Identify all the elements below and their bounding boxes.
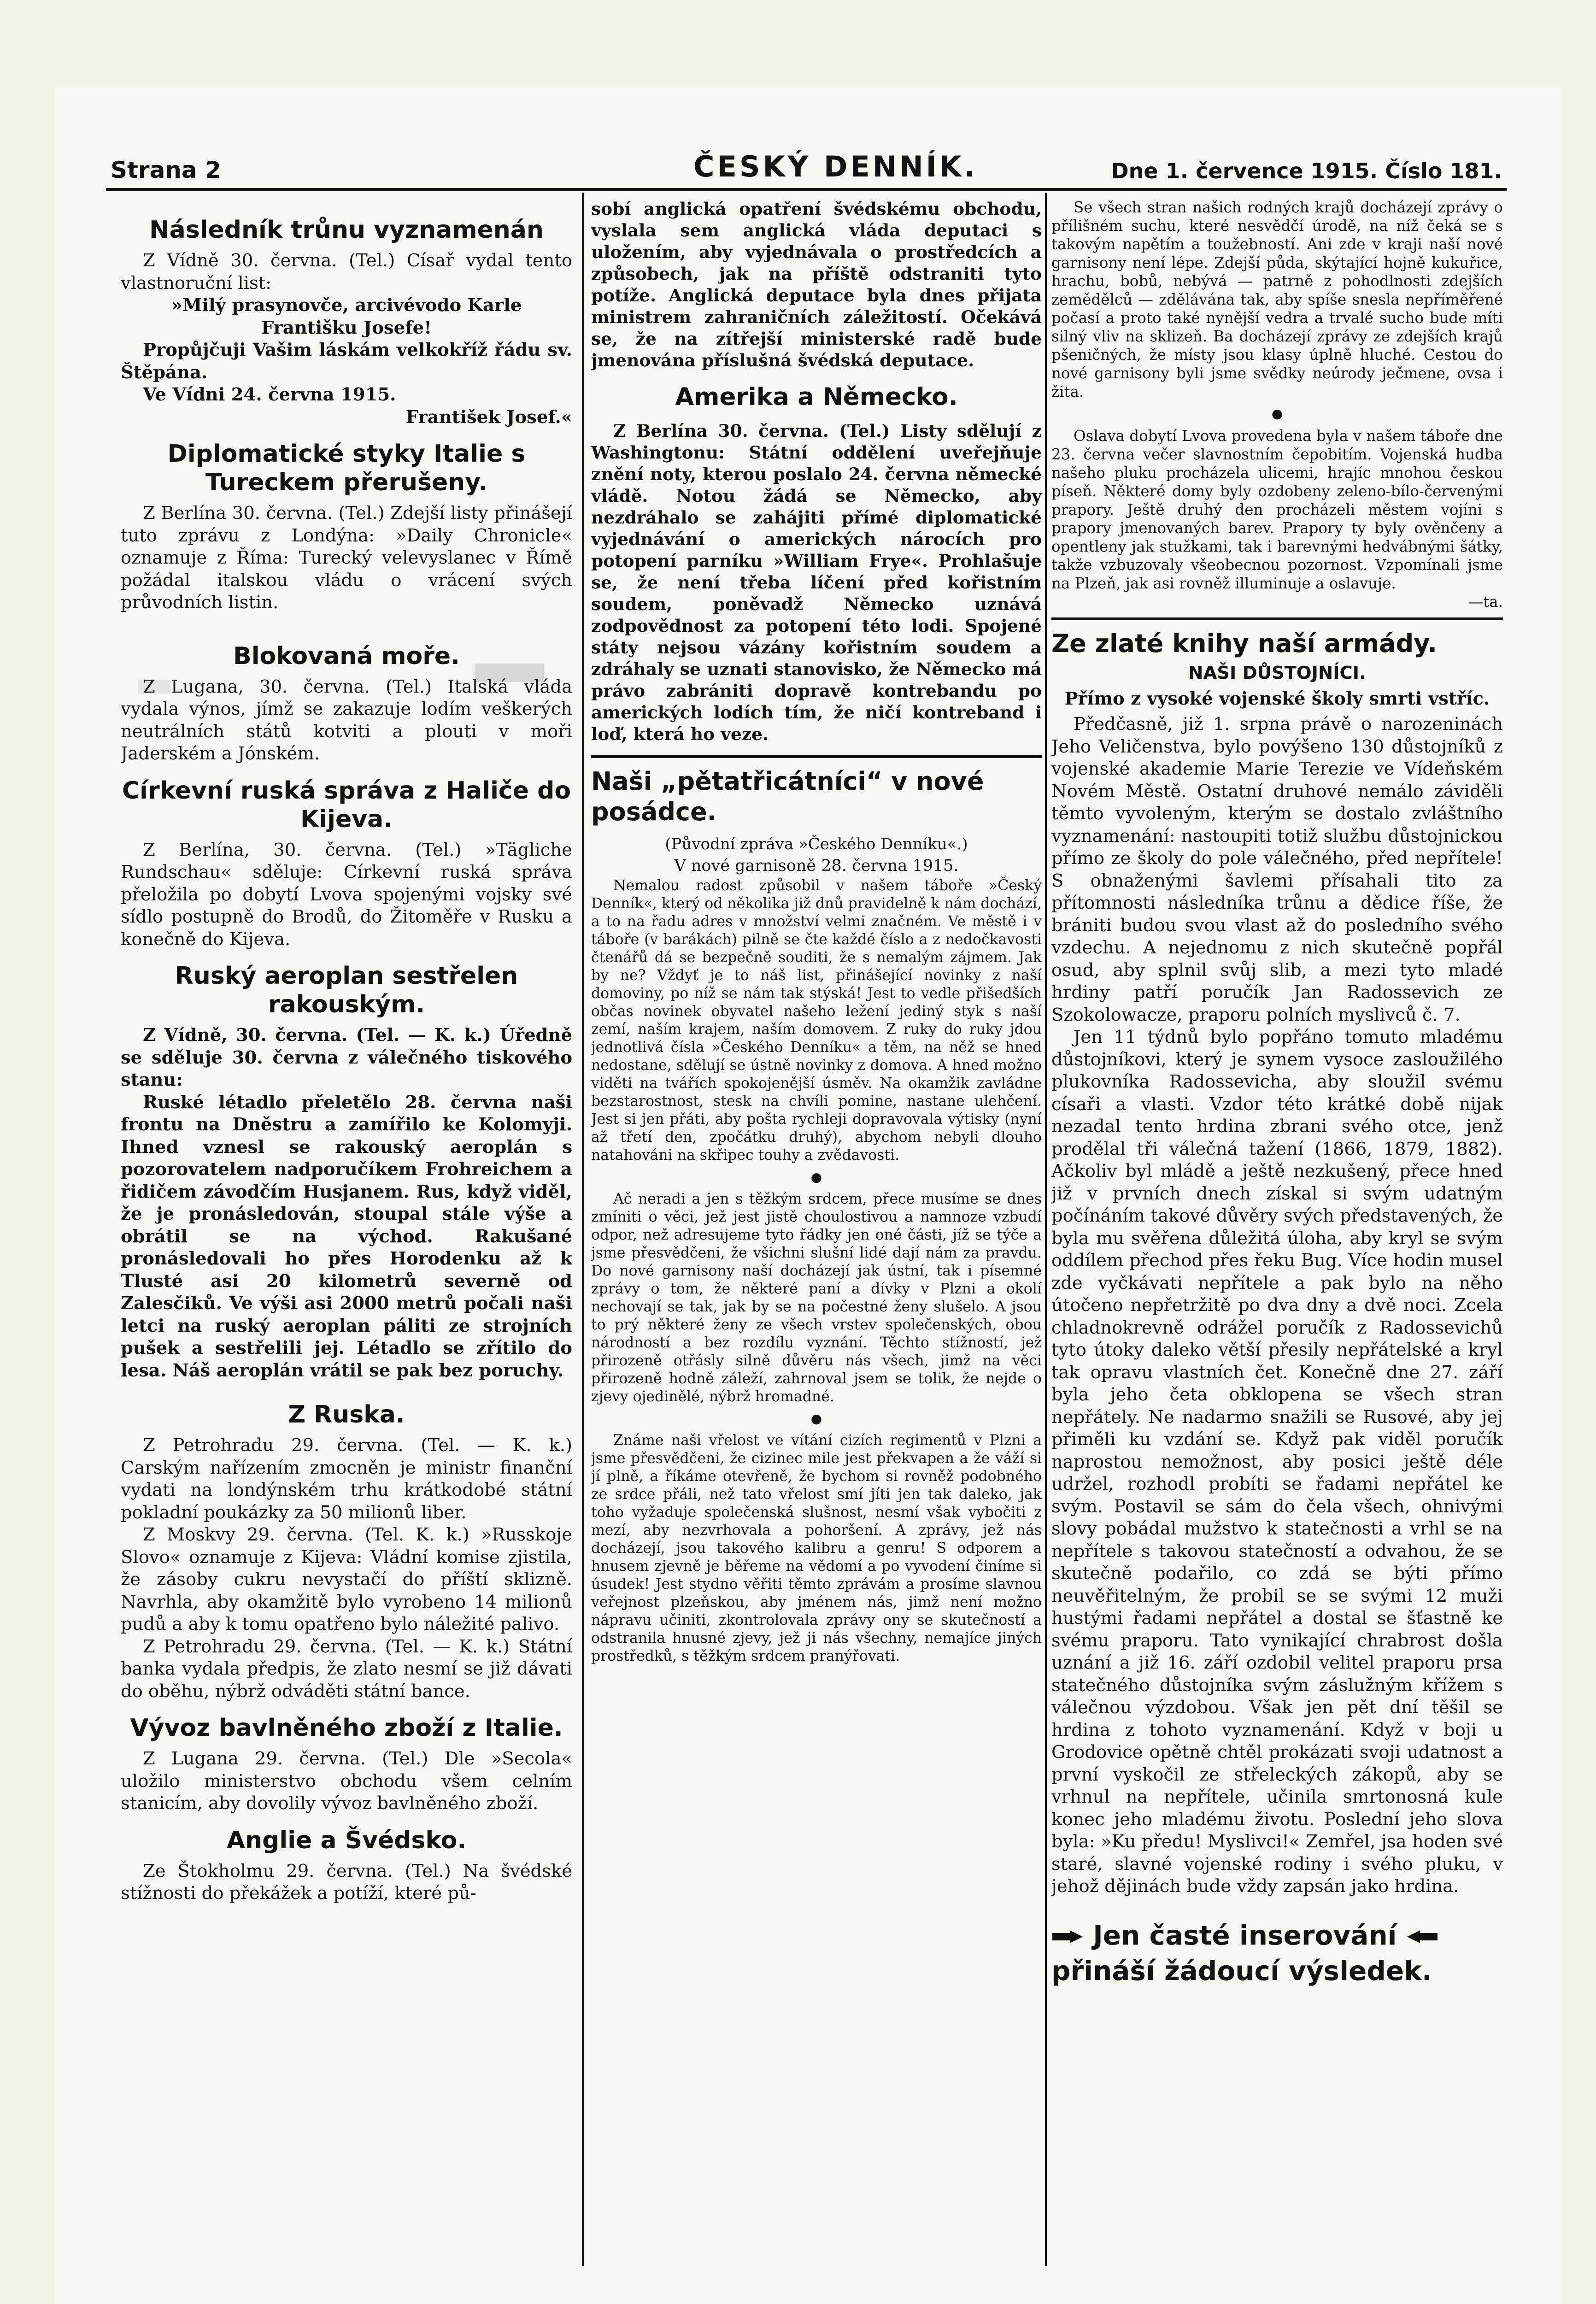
signature: —ta. xyxy=(1468,593,1503,611)
subheadline: NAŠI DŮSTOJNÍCI. xyxy=(1188,663,1366,683)
signature: František Josef.« xyxy=(405,406,572,428)
source-note: (Původní zpráva »Českého Denníku«.) xyxy=(665,835,968,853)
headline: Anglie a Švédsko. xyxy=(226,1826,467,1854)
headline: Ze zlaté knihy naší armády. xyxy=(1051,629,1438,658)
paragraph: sobí anglická opatření švédskému obchodu, vyslala sem anglická vláda deputaci s uložením, aby vyjednávala o prostředcích a způsobech, jak na příště odstraniti tyto potíže. Anglická deputace byla dnes přijata ministrem zahraničních záležitostí. Očekává se, že na zítřejší ministerské radě bude jmenována příslušná švédská deputace. xyxy=(591,199,1042,370)
ad-line: Jen časté inserování xyxy=(1093,1919,1397,1951)
paragraph: Z Lugana 29. června. (Tel.) Dle »Secola« uložilo ministerstvo obchodu všem celním stanicím, aby dovolily vývoz bavlněného zboží. xyxy=(121,1748,572,1814)
headline: Blokovaná moře. xyxy=(233,642,460,670)
paragraph: Jen 11 týdnů bylo popřáno tomuto mladému důstojníkovi, který je synem vysoce zasloužilého plukovníka Radossevicha, aby sloužil svému císaři a vlasti. Vzdor této krátké době nijak nezadal tento hrdina zbrani svého otce, jenž prodělal tři válečná tažení (1866, 1879, 1882). Ačkoliv byl mládě a ještě nezkušený, přece hned již v prvních dnech získal si svým udatným počínáním takové důvěry svých představených, že byla mu svěřena důležitá úloha, aby kryl se svým oddílem přechod přes řeku Bug. Více hodin musel zde vyčkávati nepřítele a pak bylo na něho útočeno nepřetržitě po dva dny a dvě noci. Zcela chladnokrevně odrážel poručík z Radossevichů tyto útoky daleko větší přesily nepřátelské a kryl tak opravu vlastních čet. Konečně dne 27. září byla jeho četa obklopena se všech stran nepřátely. Ne nadarmo snažili se Rusové, aby jej přiměli ku vzdání se. Když pak viděl poručík naprostou nemožnost, aby posici ještě déle udržel, rozhodl probíti se řadami nepřátel ke svým. Postavil se sám do čela všech, ohnivými slovy pobádal mužstvo k statečnosti a vrhl se na nepřítele s takovou statečností a odvahou, že se skutečně podařilo, co zdá se býti přímo neuvěřitelným, že probil se se svými 12 muži hustými řadami nepřátel a dostal se šťastně ke svému praporu. Tato vynikající chrabrost došla uznání a již 16. září ozdobil velitel praporu prsa statečného důstojníka svým záslužným křížem s válečnou výzdobou. Však jen pět dní těšil se hrdina z tohoto vyznamenání. Když v boji u Grodovice opětně chtěl prokázati svoji udatnost a první vyskočil ze střeleckých zákopů, aby se vrhnul na nepřítele, učinila smrtonosná kule konec jeho mladému životu. Poslední jeho slova byla: »Ku předu! Myslivci!« Zemřel, jsa hoden své staré, slavné vojenské rodiny i svého pluku, v jehož dějinách bude vždy zapsán jako hrdina. xyxy=(1051,1027,1503,1897)
headline: Amerika a Německo. xyxy=(675,383,958,411)
paragraph: Oslava dobytí Lvova provedena byla v našem táboře dne 23. června večer slavnostním čepobitím. Vojenská hudba našeho pluku procházela ulicemi, hrajíc mnohou českou píseň. Některé domy byly ozdobeny zeleno-bílo-červenými prapory. Ještě druhý den procházeli městem vojíni s prapory jmenovaných barev. Prapory ty byly ověnčeny a opentleny jak stužkami, tak i barevnými hedvábnými šátky, takže vzbuzovaly všeobecnou pozornost. Vzpomínali jsme na Plzeň, jak asi rovněž illuminuje a oslavuje. xyxy=(1051,427,1503,592)
paragraph: Ač neradi a jen s těžkým srdcem, přece musíme se dnes zmíniti o věci, jež jest jistě choulostivou a namnoze vzbudí odpor, než adresujeme tyto řádky jen oné části, jíž se týče a jsme přesvědčeni, že všichni slušní lidé dají nám za pravdu. Do nové garnisony naší docházejí jak ústní, tak i písemné zprávy o tom, že některé paní a dívky v Plzni a okolí nechovají se tak, jak by se na počestné ženy slušelo. A jsou to prý některé ženy ze všech vrstev společenských, obou národností a bez rozdílu vyznání. Těchto stížností, jež přirozeně otřásly silně důvěru nás všech, jimž na věci přirozeně hodně záleží, zahrnoval jsem se tolik, že nejde o zjevy ojedinělé, nýbrž hromadné. xyxy=(591,1191,1042,1405)
paragraph: Z Petrohradu 29. června. (Tel. — K. k.) Carským nařízením zmocněn je ministr finanční vydati na londýnském trhu krátkodobé státní pokladní poukázky za 50 milionů liber. xyxy=(121,1435,572,1523)
paragraph: Ruské létadlo přeletělo 28. června naši frontu na Dněstru a zamířilo ke Kolomyji. Ihned vznesl se rakouský aeroplán s pozorovatelem nadporučíkem Frohreichem a řidičem závodčím Husjanem. Rus, když viděl, že je pronásledován, stoupal stále výše a obrátil se na východ. Rakušané pronásledovali ho přes Horodenku až k Tlusté asi 20 kilometrů severně od Zalesčiků. Ve výši asi 2000 metrů počali naši letci na ruský aeroplan páliti ze strojních pušek a sestřelili jej. Létadlo se zřítilo do lesa. Náš aeroplán vrátil se pak bez poruchy. xyxy=(121,1092,572,1381)
headline: Diplomatické styky Italie s Tureckem přerušeny. xyxy=(167,440,526,496)
paragraph: Z Lugana, 30. června. (Tel.) Italská vláda vydala výnos, jímž se zakazuje lodím veškerých neutrálních států kotviti a plouti v moři Jaderském a Jónském. xyxy=(121,676,572,764)
section-rule xyxy=(591,755,1042,758)
headline: Naši „pětatřicátníci“ v nové posádce. xyxy=(591,767,984,826)
paragraph: Známe naši vřelost ve vítání cizích regimentů v Plzni a jsme přesvědčeni, že cizinec mile jest překvapen a že váží si jí plně, a říkáme otevřeně, že bychom si rovněž podobného ze srdce přáli, než tato vřelost smí jíti jen tak daleko, jak toho vyžaduje společenská slušnost, nesmí však vybočiti z mezí, aby nezvrhovala a pohoršení. A zprávy, jež nás docházejí, jsou takového kalibru a genru! S odporem a hnusem zjevně je běřeme na vědomí a po vyvodení činíme si úsudek! Jest stydno věřiti těmto zprávám a prosíme slavnou veřejnost plzeňskou, aby jménem nás, jimž není možno nápravu učiniti, zkontrolovala zprávy ony se skutečností a odstranila hnusné zjevy, jež ji nás všechny, nemajíce jiných prostředků, s těžkým srdcem pranýřovati. xyxy=(591,1432,1042,1664)
paragraph: Ze Štokholmu 29. června. (Tel.) Na švédské stížnosti do překážek a potíží, které pů- xyxy=(121,1860,572,1904)
separator: ● xyxy=(1271,406,1283,421)
paragraph: »Milý prasynovče, arcivévodo Karle Františku Josefe! xyxy=(171,295,522,338)
paragraph: Propůjčuji Vašim láskám velkokříž řádu sv. Štěpána. xyxy=(121,340,572,383)
headline: Vývoz bavlněného zboží z Italie. xyxy=(130,1714,563,1742)
paragraph: Z Berlína, 30. června. (Tel.) »Tägliche Rundschau« sděluje: Církevní ruská správa přeložila po dobytí Lvova spojenými vojsky své sídlo postupně do Brodů, do Žitoměře v Rusku a konečně do Kijeva. xyxy=(121,839,572,950)
column-2 xyxy=(591,198,1042,2272)
paragraph: Z Vídně, 30. června. (Tel. — K. k.) Úředně se sděluje 30. června z válečného tiskového stanu: xyxy=(121,1025,572,1090)
paragraph: Z Berlína 30. června. (Tel.) Zdejší listy přinášejí tuto zprávu z Londýna: »Daily Chronicle« oznamuje z Říma: Turecký velevyslanec v Římě požádal italskou vládu o vrácení svých průvodních listin. xyxy=(121,503,572,613)
ad-line: přináší žádoucí výsledek. xyxy=(1051,1955,1432,1987)
paragraph: Nemalou radost způsobil v našem táboře »Český Denník«, který od několika již dnů pravidelně k nám dochází, a to na řadu adres v množství velmi značném. Ve městě i v táboře (v barákách) pilně se čte každé číslo a z nedočkavosti čtenářů dá se bezpečně souditi, že s nemalým zájmem. Jak by ne? Vždyť je to náš list, přinášející novinky z naší domoviny, po níž se nám tak stýská! Jest to vedle přišedších občas novinek obyvatel našeho ležení jediný styk s naší zemí, naším krajem, naším domovem. Z ruky do ruky jdou jednotlivá čísla »Českého Denníku« a těm, na něž se hned nedostane, sdělují se ústně novinky z domova. A hned možno viděti na tvářích spokojenější úsměv. Na okamžik zavládne bezstarostnost, stesk na chvíli pomine, nastane ulehčení. Jest si jen přáti, aby pošta rychleji dopravovala výtisky (nyní až třetí den, zpočátku druhý), abychom nebyli dlouho natahováni na skřipec touhy a zvědavosti. xyxy=(591,877,1042,1164)
column-1 xyxy=(121,198,572,2267)
headline: Z Ruska. xyxy=(288,1401,405,1428)
newspaper-title: ČESKÝ DENNÍK. xyxy=(693,150,978,183)
paragraph: Z Moskvy 29. června. (Tel. K. k.) »Russkoje Slovo« oznamuje z Kijeva: Vládní komise zjistila, že zásoby cukru nevystačí do příští sklizně. Navrhla, aby okamžitě bylo vyrobeno 14 milionů pudů a aby k tomu opatřeno bylo náležité palivo. xyxy=(121,1524,572,1634)
column-3 xyxy=(1051,198,1503,2161)
page-number: Strana 2 xyxy=(111,157,221,183)
paragraph: Předčasně, již 1. srpna právě o narozeninách Jeho Veličenstva, bylo povýšeno 130 důstojníků z vojenské akademie Marie Terezie ve Vídeňském Novém Městě. Ostatní druhové nemálo záviděli těmto vyvoleným, kterým se dostalo zvláštního vyznamenání: nastoupiti totiž službu důstojnickou přímo ze školy do pole válečného, před nepřítele! S obnaženými šavlemi přísahali tito za přítomnosti následníka trůnu a dědice říše, že brániti budou svou vlast až do posledního svého vzdechu. A nejednomu z nich skutečně popřál osud, aby splnil svůj slib, a mezi tyto mladé hrdiny patří poručík Jan Radossevich ze Szokolowacze, praporu polních myslivců č. 7. xyxy=(1051,714,1503,1025)
pointing-hand-icon xyxy=(1406,1920,1438,1954)
pointing-hand-icon xyxy=(1051,1920,1084,1954)
section-rule xyxy=(1051,617,1503,620)
page-header xyxy=(106,147,1507,191)
headline: Ruský aeroplan sestřelen rakouským. xyxy=(175,962,518,1018)
column-divider xyxy=(1045,193,1047,2266)
separator: ● xyxy=(810,1170,822,1185)
paragraph: Z Berlína 30. června. (Tel.) Listy sdělují z Washingtonu: Státní oddělení uveřejňuje znění noty, kterou poslalo 24. června německé vládě. Notou žádá se Německo, aby nezdráhalo se zahájiti přímé diplomatické vyjednávání o amerických nárocích pro potopení parníku »William Frye«. Prohlašuje se, že není třeba líčení před kořistním soudem, poněvadž Německo uznává zodpovědnost za potopení této lodi. Spojené státy nejsou vázány kořistním soudem a zdráhaly se uznati stanovisko, že Německo má právo zabrániti dopravě kontrebandu po amerických lodích tím, že ničí kontreband i loď, která ho veze. xyxy=(591,421,1042,744)
paragraph: Z Petrohradu 29. června. (Tel. — K. k.) Státní banka vydala předpis, že zlato nesmí se již dávati do oběhu, nýbrž odváděti státní bance. xyxy=(121,1636,572,1702)
column-divider xyxy=(582,193,584,2266)
dateline: V nové garnisoně 28. června 1915. xyxy=(674,857,959,875)
headline: Následník trůnu vyznamenán xyxy=(149,216,544,244)
date-and-issue: Dne 1. července 1915. Číslo 181. xyxy=(1111,159,1502,183)
paragraph: Se všech stran našich rodných krajů docházejí zprávy o přílišném suchu, které nesvědčí úrodě, na níž čeká se s takovým napětím a toužebností. Ani zde v kraji naší nové garnisony není lépe. Zdejší půda, skýtající hojně kukuřice, hrachu, bobů, nebývá — patrně z pohodlnosti zdejších zemědělců — zdělávána tak, aby spíše snesla nepříměřené počasí a proto také nynější vedra a trvalé sucho bude míti silný vliv na sklizeň. Ba docházejí zprávy ze zdejších krajů pšeničných, že místy jsou klasy úplně hluché. Cestou do nové garnisony byli jsme svědky neúrody ječmene, ovsa i žita. xyxy=(1051,199,1503,400)
advertisement xyxy=(1051,1918,1503,1988)
separator: ● xyxy=(810,1411,822,1426)
paragraph: Z Vídně 30. června. (Tel.) Císař vydal tento vlastnoruční list: xyxy=(121,250,572,294)
headline: Církevní ruská správa z Haliče do Kijeva. xyxy=(122,776,571,833)
subheadline: Přímo z vysoké vojenské školy smrti vstříc. xyxy=(1064,688,1490,709)
paragraph: Ve Vídni 24. června 1915. xyxy=(143,384,396,405)
